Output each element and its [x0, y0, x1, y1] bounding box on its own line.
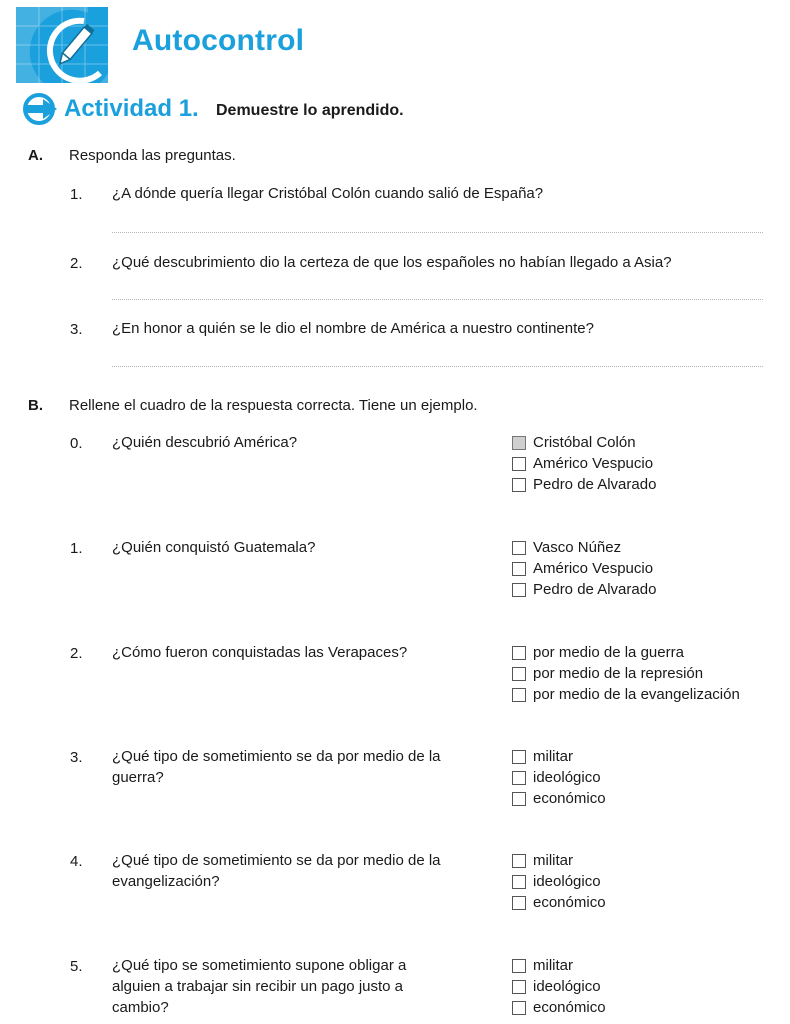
options-b1	[512, 537, 656, 600]
option-b5-3[interactable]	[512, 997, 606, 1018]
answer-line-a2[interactable]	[112, 299, 763, 300]
option-label: Pedro de Alvarado	[533, 476, 657, 493]
answer-line-a1[interactable]	[112, 232, 763, 233]
answer-line-a3[interactable]	[112, 366, 763, 367]
option-label: por medio de la guerra	[533, 644, 684, 661]
option-label: económico	[533, 790, 606, 807]
checkbox-icon[interactable]	[512, 771, 526, 785]
option-b4-1[interactable]	[512, 850, 606, 871]
checkbox-icon[interactable]	[512, 750, 526, 764]
option-b0-3[interactable]	[512, 474, 656, 495]
question-a1-text: ¿A dónde quería llegar Cristóbal Colón cuando salió de España?	[112, 185, 544, 202]
question-b2-text: ¿Cómo fueron conquistadas las Verapaces?	[112, 644, 408, 661]
checkbox-icon[interactable]	[512, 1001, 526, 1015]
option-b3-3[interactable]	[512, 788, 606, 809]
option-b0-2[interactable]	[512, 453, 656, 474]
option-label: por medio de la evangelización	[533, 686, 740, 703]
option-b1-1[interactable]	[512, 537, 656, 558]
checkbox-icon[interactable]	[512, 478, 526, 492]
question-b5-number: 5.	[70, 958, 83, 975]
arrow-right-icon	[23, 93, 59, 125]
option-label: Américo Vespucio	[533, 560, 654, 577]
checkbox-icon[interactable]	[512, 457, 526, 471]
section-b-letter: B.	[28, 397, 43, 414]
options-b3	[512, 746, 606, 809]
option-label: Américo Vespucio	[533, 455, 654, 472]
section-b-instruction: Rellene el cuadro de la respuesta correcta. Tiene un ejemplo.	[69, 397, 478, 414]
option-label: militar	[533, 748, 573, 765]
checkbox-icon[interactable]	[512, 875, 526, 889]
page-title: Autocontrol	[132, 24, 305, 57]
question-b4-text: ¿Qué tipo de sometimiento se da por medio de la evangelización?	[112, 852, 441, 890]
option-label: ideológico	[533, 769, 601, 786]
option-label: Vasco Núñez	[533, 539, 622, 556]
option-b4-3[interactable]	[512, 892, 606, 913]
option-b5-2[interactable]	[512, 976, 606, 997]
checkbox-icon[interactable]	[512, 688, 526, 702]
option-b2-3[interactable]	[512, 684, 740, 705]
activity-subtitle: Demuestre lo aprendido.	[216, 102, 404, 119]
option-b2-2[interactable]	[512, 663, 740, 684]
question-a1-number: 1.	[70, 186, 83, 203]
question-b3-number: 3.	[70, 749, 83, 766]
question-b0-number: 0.	[70, 435, 83, 452]
checkbox-icon[interactable]	[512, 896, 526, 910]
option-label: militar	[533, 852, 573, 869]
option-b1-2[interactable]	[512, 558, 656, 579]
checkbox-icon[interactable]	[512, 854, 526, 868]
options-b5	[512, 955, 606, 1018]
option-label: ideológico	[533, 873, 601, 890]
autocontrol-logo-icon	[16, 7, 108, 83]
option-label: militar	[533, 957, 573, 974]
checkbox-icon[interactable]	[512, 959, 526, 973]
option-b4-2[interactable]	[512, 871, 606, 892]
option-label: económico	[533, 999, 606, 1016]
section-a-instruction: Responda las preguntas.	[69, 147, 236, 164]
options-b4	[512, 850, 606, 913]
activity-title: Actividad 1.	[64, 95, 199, 122]
option-b1-3[interactable]	[512, 579, 656, 600]
question-b3-text: ¿Qué tipo de sometimiento se da por medio de la guerra?	[112, 748, 441, 786]
checkbox-icon[interactable]	[512, 541, 526, 555]
question-a2-number: 2.	[70, 255, 83, 272]
option-b5-1[interactable]	[512, 955, 606, 976]
question-b1-text: ¿Quién conquistó Guatemala?	[112, 539, 316, 556]
options-b0	[512, 432, 656, 495]
section-a-letter: A.	[28, 147, 43, 164]
checkbox-checked-icon[interactable]	[512, 436, 526, 450]
question-a2-text: ¿Qué descubrimiento dio la certeza de que los españoles no habían llegado a Asia?	[112, 254, 672, 271]
checkbox-icon[interactable]	[512, 980, 526, 994]
question-b4-number: 4.	[70, 853, 83, 870]
checkbox-icon[interactable]	[512, 646, 526, 660]
option-label: ideológico	[533, 978, 601, 995]
option-b2-1[interactable]	[512, 642, 740, 663]
question-b0-text: ¿Quién descubrió América?	[112, 434, 298, 451]
option-label: Pedro de Alvarado	[533, 581, 657, 598]
question-b1-number: 1.	[70, 540, 83, 557]
question-b2-number: 2.	[70, 645, 83, 662]
option-label: económico	[533, 894, 606, 911]
checkbox-icon[interactable]	[512, 562, 526, 576]
question-a3-text: ¿En honor a quién se le dio el nombre de América a nuestro continente?	[112, 320, 594, 337]
question-b5-text: ¿Qué tipo se sometimiento supone obligar a alguien a trabajar sin recibir un pago justo a cambio?	[112, 957, 407, 1016]
checkbox-icon[interactable]	[512, 792, 526, 806]
option-label: Cristóbal Colón	[533, 434, 636, 451]
options-b2	[512, 642, 740, 705]
option-b0-1[interactable]	[512, 432, 656, 453]
checkbox-icon[interactable]	[512, 583, 526, 597]
checkbox-icon[interactable]	[512, 667, 526, 681]
question-a3-number: 3.	[70, 321, 83, 338]
option-label: por medio de la represión	[533, 665, 704, 682]
option-b3-1[interactable]	[512, 746, 606, 767]
option-b3-2[interactable]	[512, 767, 606, 788]
